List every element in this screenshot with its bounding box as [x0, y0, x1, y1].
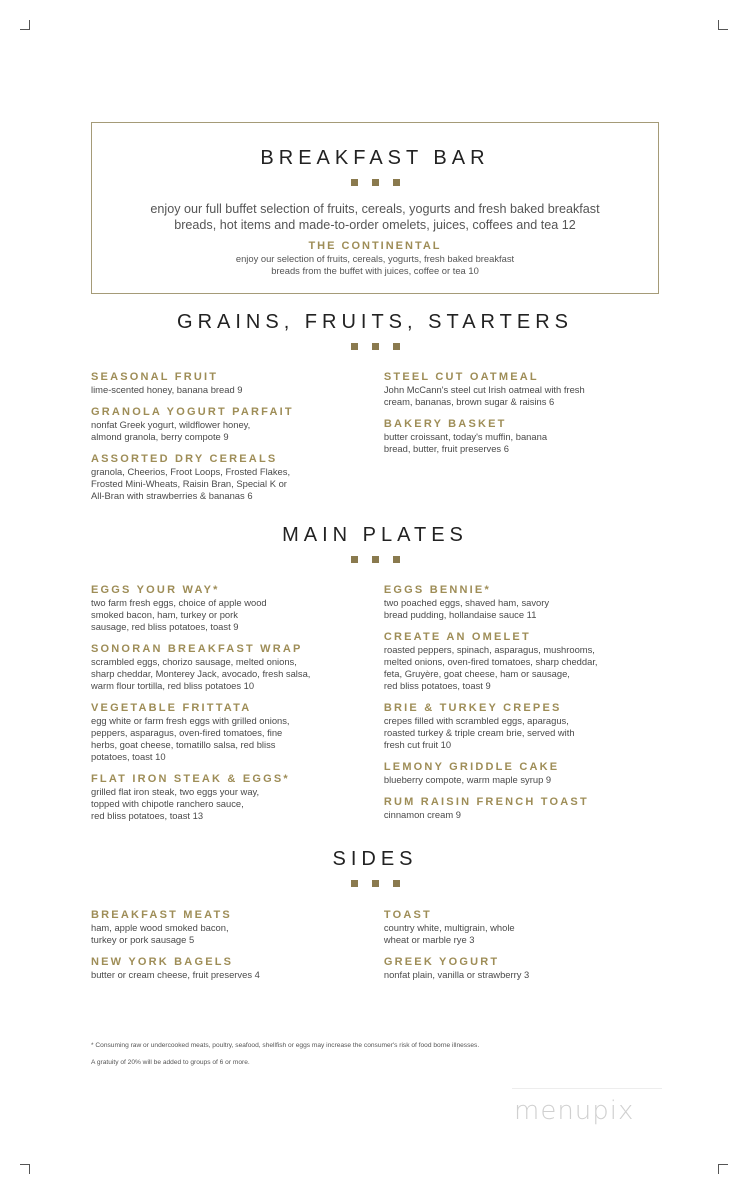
main-plates-section-heading	[0, 524, 750, 563]
item-description	[384, 644, 651, 692]
description-line: turkey or pork sausage 5	[91, 934, 195, 945]
description-line: ham, apple wood smoked bacon,	[91, 922, 229, 933]
description-line: cinnamon cream 9	[383, 809, 461, 820]
menu-item	[91, 643, 384, 692]
crop-mark-top-right	[718, 20, 728, 30]
item-description	[91, 786, 384, 822]
menu-item	[91, 702, 384, 763]
dot-icon	[351, 179, 358, 186]
menupix-watermark: menupix	[514, 1096, 635, 1126]
menu-item	[384, 418, 651, 455]
item-name: FLAT IRON STEAK & EGGS*	[91, 773, 290, 785]
dot-icon	[351, 880, 358, 887]
item-name: EGGS YOUR WAY*	[91, 584, 220, 596]
sides-right-column	[384, 909, 651, 991]
menu-item	[384, 956, 651, 981]
main-plates-items	[91, 584, 651, 832]
description-line: scrambled eggs, chorizo sausage, melted onions,	[91, 656, 297, 667]
description-line: wheat or marble rye 3	[383, 934, 475, 945]
description-line: smoked bacon, ham, turkey or pork	[91, 609, 238, 620]
description-line: two poached eggs, shaved ham, savory	[383, 597, 550, 608]
description-line: country white, multigrain, whole	[383, 922, 515, 933]
dot-icon	[393, 556, 400, 563]
divider-dots	[0, 556, 750, 563]
sides-section-heading	[0, 848, 750, 887]
sides-items	[91, 909, 651, 991]
description-line: breads from the buffet with juices, coffee or tea 10	[271, 265, 479, 276]
description-line: red bliss potatoes, toast 13	[91, 810, 204, 821]
divider-dots	[92, 179, 658, 186]
description-line: lime-scented honey, banana bread 9	[91, 384, 243, 395]
gratuity-note: A gratuity of 20% will be added to groups of 6 or more.	[91, 1059, 250, 1066]
menu-item	[384, 761, 651, 786]
crop-mark-top-left	[20, 20, 30, 30]
item-description	[91, 715, 384, 763]
description-line: enjoy our selection of fruits, cereals, yogurts, fresh baked breakfast	[235, 253, 515, 264]
description-line: warm flour tortilla, red bliss potatoes 10	[91, 680, 255, 691]
item-description	[91, 466, 384, 502]
menu-item	[91, 371, 384, 396]
breakfast-bar-box	[91, 122, 659, 294]
item-description	[91, 419, 384, 443]
crop-mark-bottom-left	[20, 1164, 30, 1174]
continental-description	[92, 253, 658, 277]
section-title: MAIN PLATES	[282, 524, 468, 546]
dot-icon	[372, 880, 379, 887]
item-description	[384, 715, 651, 751]
item-description	[384, 922, 651, 946]
item-name: NEW YORK BAGELS	[91, 956, 234, 968]
description-line: John McCann's steel cut Irish oatmeal with fresh	[383, 384, 585, 395]
item-description	[91, 384, 384, 396]
description-line: egg white or farm fresh eggs with grilled onions,	[91, 715, 290, 726]
description-line: red bliss potatoes, toast 9	[383, 680, 491, 691]
item-name: GREEK YOGURT	[383, 956, 500, 968]
dot-icon	[351, 343, 358, 350]
item-description	[384, 431, 651, 455]
item-name: STEEL CUT OATMEAL	[383, 371, 539, 383]
item-description	[384, 969, 651, 981]
crop-mark-bottom-right	[718, 1164, 728, 1174]
description-line: blueberry compote, warm maple syrup 9	[383, 774, 552, 785]
divider-dots	[0, 880, 750, 887]
item-name: RUM RAISIN FRENCH TOAST	[383, 796, 589, 808]
description-line: All-Bran with strawberries & bananas 6	[91, 490, 253, 501]
item-description	[91, 597, 384, 633]
grains-right-column	[384, 371, 651, 512]
menu-item	[384, 702, 651, 751]
item-name: GRANOLA YOGURT PARFAIT	[91, 406, 294, 418]
dot-icon	[351, 556, 358, 563]
divider-dots	[0, 343, 750, 350]
raw-food-warning: * Consuming raw or undercooked meats, poultry, seafood, shellfish or eggs may increase the consumer's risk of food borne illnesses.	[91, 1042, 480, 1049]
section-title: GRAINS, FRUITS, STARTERS	[177, 311, 573, 333]
dot-icon	[372, 179, 379, 186]
item-name: ASSORTED DRY CEREALS	[91, 453, 278, 465]
item-name: SONORAN BREAKFAST WRAP	[91, 643, 303, 655]
item-name: CREATE AN OMELET	[383, 631, 531, 643]
item-name: VEGETABLE FRITTATA	[91, 702, 252, 714]
item-name: TOAST	[383, 909, 432, 921]
description-line: grilled flat iron steak, two eggs your way,	[91, 786, 260, 797]
description-line: fresh cut fruit 10	[383, 739, 452, 750]
description-line: herbs, goat cheese, tomatillo salsa, red bliss	[91, 739, 276, 750]
description-line: crepes filled with scrambled eggs, aparagus,	[383, 715, 569, 726]
item-description	[91, 969, 384, 981]
dot-icon	[393, 179, 400, 186]
item-description	[91, 922, 384, 946]
description-line: feta, Gruyère, goat cheese, ham or sausage,	[383, 668, 570, 679]
description-line: nonfat Greek yogurt, wildflower honey,	[91, 419, 251, 430]
item-description	[384, 809, 651, 821]
menu-item	[91, 453, 384, 502]
menu-item	[384, 584, 651, 621]
description-line: bread, butter, fruit preserves 6	[383, 443, 509, 454]
description-line: breads, hot items and made-to-order omelets, juices, coffees and tea 12	[174, 218, 576, 232]
menu-item	[91, 909, 384, 946]
menu-item	[91, 956, 384, 981]
description-line: bread pudding, hollandaise sauce 11	[383, 609, 537, 620]
description-line: roasted turkey & triple cream brie, served with	[383, 727, 575, 738]
dot-icon	[372, 556, 379, 563]
item-name: LEMONY GRIDDLE CAKE	[383, 761, 560, 773]
description-line: topped with chipotle ranchero sauce,	[91, 798, 244, 809]
item-name: SEASONAL FRUIT	[91, 371, 219, 383]
section-title: SIDES	[332, 848, 418, 870]
description-line: sharp cheddar, Monterey Jack, avocado, fresh salsa,	[91, 668, 311, 679]
menu-item	[91, 584, 384, 633]
item-description	[384, 597, 651, 621]
menu-item	[91, 406, 384, 443]
description-line: sausage, red bliss potatoes, toast 9	[91, 621, 239, 632]
description-line: melted onions, oven-fired tomatoes, sharp cheddar,	[383, 656, 598, 667]
item-description	[91, 656, 384, 692]
breakfast-bar-description	[92, 201, 658, 233]
menu-item	[384, 631, 651, 692]
item-name: BAKERY BASKET	[383, 418, 507, 430]
continental-title: THE CONTINENTAL	[308, 240, 442, 252]
item-description	[384, 384, 651, 408]
menu-item	[384, 796, 651, 821]
main-right-column	[384, 584, 651, 832]
main-left-column	[91, 584, 384, 832]
description-line: butter croissant, today's muffin, banana	[383, 431, 548, 442]
item-description	[384, 774, 651, 786]
grains-left-column	[91, 371, 384, 512]
item-name: BREAKFAST MEATS	[91, 909, 232, 921]
item-name: BRIE & TURKEY CREPES	[383, 702, 562, 714]
description-line: two farm fresh eggs, choice of apple wood	[91, 597, 267, 608]
breakfast-bar-title: BREAKFAST BAR	[260, 147, 490, 169]
description-line: cream, bananas, brown sugar & raisins 6	[383, 396, 555, 407]
description-line: Frosted Mini-Wheats, Raisin Bran, Special K or	[91, 478, 287, 489]
description-line: enjoy our full buffet selection of fruits, cereals, yogurts and fresh baked breakfast	[150, 202, 600, 216]
menu-item	[384, 909, 651, 946]
description-line: granola, Cheerios, Froot Loops, Frosted Flakes,	[91, 466, 291, 477]
description-line: nonfat plain, vanilla or strawberry 3	[383, 969, 530, 980]
dot-icon	[393, 343, 400, 350]
description-line: almond granola, berry compote 9	[91, 431, 229, 442]
dot-icon	[372, 343, 379, 350]
description-line: roasted peppers, spinach, asparagus, mushrooms,	[383, 644, 595, 655]
description-line: potatoes, toast 10	[91, 751, 166, 762]
description-line: butter or cream cheese, fruit preserves 4	[91, 969, 260, 980]
menu-item	[384, 371, 651, 408]
dot-icon	[393, 880, 400, 887]
grains-section-heading	[0, 311, 750, 350]
watermark-divider	[512, 1088, 662, 1089]
item-name: EGGS BENNIE*	[383, 584, 491, 596]
grains-items	[91, 371, 651, 512]
description-line: peppers, asparagus, oven-fired tomatoes, fine	[91, 727, 283, 738]
sides-left-column	[91, 909, 384, 991]
menu-item	[91, 773, 384, 822]
